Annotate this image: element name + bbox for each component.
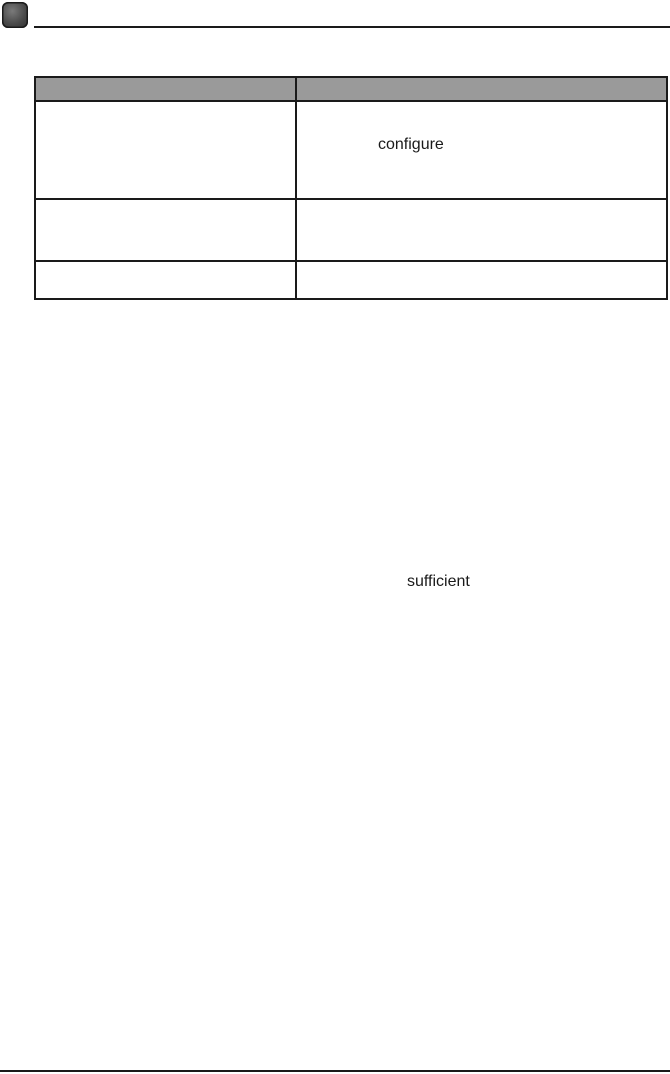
table-row — [36, 261, 666, 300]
table-cell — [36, 261, 296, 300]
header-rule — [34, 26, 670, 28]
table-cell — [296, 199, 666, 261]
table-cell — [36, 101, 296, 199]
table-header-row — [36, 78, 666, 101]
table-cell — [36, 199, 296, 261]
table-cell — [296, 261, 666, 300]
table-cell — [296, 101, 666, 199]
table-header-cell-1 — [36, 78, 296, 101]
section-badge-icon — [2, 2, 28, 28]
troubleshooting-table — [34, 76, 668, 300]
table-row — [36, 101, 666, 199]
table-row — [36, 199, 666, 261]
table-header-cell-2 — [296, 78, 666, 101]
table-cell-text: configure — [378, 136, 444, 153]
body-text-fragment: sufficient — [407, 573, 470, 590]
footer-rule — [0, 1070, 670, 1072]
